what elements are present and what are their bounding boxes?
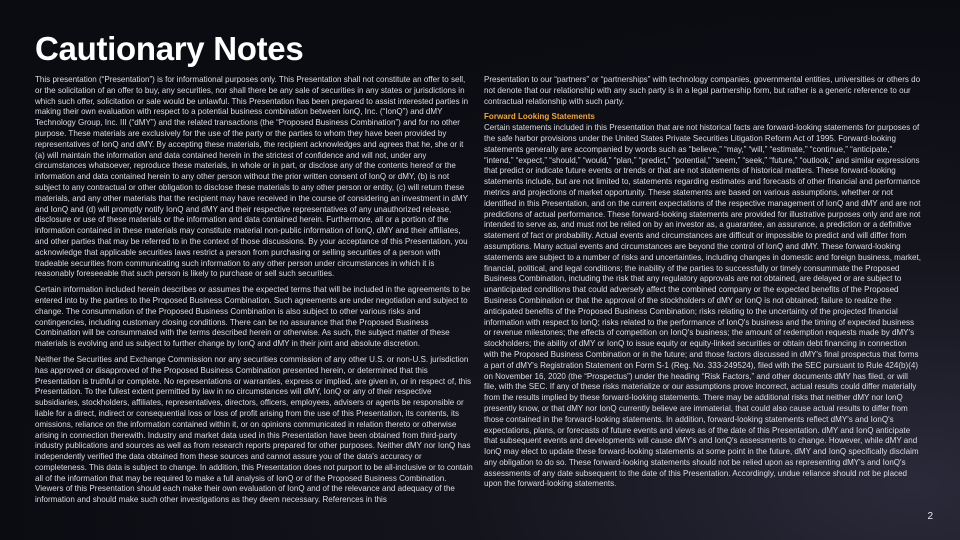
right-column: [484, 75, 922, 495]
forward-looking-paragraph: Certain statements included in this Presentation that are not historical facts are forward-looking statements for purposes of the safe harbor provisions under the United States Private Securities Litigation Reform Act of 1995. Forward-looking statements generally are accompanied by words such as “believe,” “may,” “will,” “estimate,” “continue,” “anticipate,” “intend,” “expect,” “should,” “would,” “plan,” “predict,” “potential,” “seem,” “seek,” “future,” “outlook,” and similar expressions that predict or indicate future events or trends or that are not statements of historical matters. These forward-looking statements include, but are not limited to, statements regarding estimates and forecasts of other financial and performance metrics and projections of market opportunity. These statements are based on various assumptions, whether or not identified in this Presentation, and on the current expectations of the respective management of IonQ and dMY and are not predictions of actual performance. These forward-looking statements are provided for illustrative purposes only and are not intended to serve as, and must not be relied on by an investor as, a guarantee, an assurance, a prediction or a definitive statement of fact or probability. Actual events and circumstances are difficult or impossible to predict and will differ from assumptions. Many actual events and circumstances are beyond the control of IonQ and dMY. These forward-looking statements are subject to a number of risks and uncertainties, including changes in domestic and foreign business, market, financial, political, and legal conditions; the inability of the parties to successfully or timely consummate the Proposed Business Combination, including the risk that any regulatory approvals are not obtained, are delayed or are subject to unanticipated conditions that could adversely affect the combined company or the expected benefits of the Proposed Business Combination or that the approval of the stockholders of dMY or IonQ is not obtained; failure to realize the anticipated benefits of the Proposed Business Combination; risks relating to the uncertainty of the projected financial information with respect to IonQ; risks related to the performance of IonQ's business and the timing of expected business or revenue milestones; the effects of competition on IonQ's business; the amount of redemption requests made by dMY's stockholders; the ability of dMY or IonQ to issue equity or equity-linked securities or obtain debt financing in connection with the Proposed Business Combination or in the future; and those factors discussed in dMY's final prospectus that forms a part of dMY's Registration Statement on Form S-1 (Reg. No. 333-249524), filed with the SEC pursuant to Rule 424(b)(4) on November 16, 2020 (the “Prospectus”) under the heading “Risk Factors,” and other documents dMY has filed, or will file, with the SEC. If any of these risks materialize or our assumptions prove incorrect, actual results could differ materially from the results implied by these forward-looking statements. There may be additional risks that neither dMY nor IonQ presently know, or that dMY nor IonQ currently believe are immaterial, that could also cause actual results to differ from those contained in the forward-looking statements. In addition, forward-looking statements reflect dMY's and IonQ's expectations, plans, or forecasts of future events and views as of the date of this Presentation. dMY and IonQ anticipate that subsequent events and developments will cause dMY's and IonQ's assessments to change. However, while dMY and IonQ may elect to update these forward-looking statements at some point in the future, dMY and IonQ specifically disclaim any obligation to do so. These forward-looking statements should not be relied upon as representing dMY's and IonQ's assessments of any date subsequent to the date of this Presentation. Accordingly, undue reliance should not be placed upon the forward-looking statements.: [484, 123, 921, 489]
left-column: [35, 75, 473, 511]
disclaimer-paragraph-2: Certain information included herein describes or assumes the expected terms that will be included in the agreements to be entered into by the parties to the Proposed Business Combination. Such agreements are under negotiation and subject to change. The consummation of the Proposed Business Combination is also subject to other various risks and contingencies, including customary closing conditions. There can be no assurance that the Proposed Business Combination will be consummated with the terms described herein or otherwise. As such, the subject matter of these materials is evolving and us subject to further change by IonQ and dMY in their joint and absolute discretion.: [35, 285, 471, 349]
disclaimer-paragraph-1: This presentation (“Presentation”) is for informational purposes only. This Presentation shall not constitute an offer to sell, or the solicitation of an offer to buy, any securities, nor shall there be any sale of securities in any states or jurisdictions in which such offer, solicitation or sale would be unlawful. This Presentation has been prepared to assist interested parties in making their own evaluation with respect to a potential business combination between IonQ, Inc. (“IonQ”) and dMY Technology Group, Inc. III (“dMY”) and the related transactions (the “Proposed Business Combination”) and for no other purpose. These materials are exclusively for the use of the party or the parties to whom they have been provided by representatives of IonQ and dMY. By accepting these materials, the recipient acknowledges and agrees that he, she or it (a) will maintain the information and data contained herein in the strictest of confidence and will not, under any circumstances whatsoever, reproduce these materials, in whole or in part, or disclose any of the contents hereof or the information and data contained herein to any other person without the prior written consent of IonQ or dMY, (b) is not subject to any contractual or other obligation to disclose these materials to any other person or entity, (c) will return these materials, and any other materials that the recipient may have received in the course of considering an investment in dMY and IonQ and (d) will promptly notify IonQ and dMY and their respective representatives of any unauthorized release, disclosure or use of these materials or the information and data contained herein. Furthermore, all or a portion of the information contained in these materials may constitute material non-public information of IonQ, dMY and their affiliates, and other parties that may be referred to in the context of those discussions. By your acceptance of this Presentation, you acknowledge that applicable securities laws restrict a person from purchasing or selling securities of a person with tradeable securities from communicating such information to any other person under circumstances in which it is reasonably foreseeable that such person is likely to purchase or sell such securities.: [35, 75, 469, 279]
page-title: Cautionary Notes: [35, 30, 304, 67]
partners-paragraph: Presentation to our “partners” or “partnerships” with technology companies, governmental entities, universities or others do not denote that our relationship with any such party is in a legal partnership form, but rather is a generic reference to our contractual relationship with such party.: [484, 75, 921, 106]
disclaimer-paragraph-3: Neither the Securities and Exchange Commission nor any securities commission of any other U.S. or non-U.S. jurisdiction has approved or disapproved of the Proposed Business Combination presented herein, or determined that this Presentation is truthful or complete. No representations or warranties, express or implied, are given in, or in respect of, this Presentation. To the fullest extent permitted by law in no circumstances will dMY, IonQ or any of their respective subsidiaries, stockholders, affiliates, representatives, directors, officers, employees, advisers or agents be responsible or liable for a direct, indirect or consequential loss or loss of profit arising from the use of this Presentation, its contents, its omissions, reliance on the information contained within it, or on opinions communicated in relation thereto or otherwise arising in connection therewith. Industry and market data used in this Presentation have been obtained from third-party industry publications and sources as well as from research reports prepared for other purposes. Neither dMY nor IonQ has independently verified the data obtained from these sources and cannot assure you of the data's accuracy or completeness. This data is subject to change. In addition, this Presentation does not purport to be all-inclusive or to contain all of the information that may be required to make a full analysis of IonQ or of the Proposed Business Combination. Viewers of this Presentation should each make their own evaluation of IonQ and of the relevance and adequacy of the information and should make such other investigations as they deem necessary. References in this: [35, 354, 473, 505]
page-number: 2: [927, 511, 933, 522]
forward-looking-heading: Forward Looking Statements: [484, 112, 595, 122]
